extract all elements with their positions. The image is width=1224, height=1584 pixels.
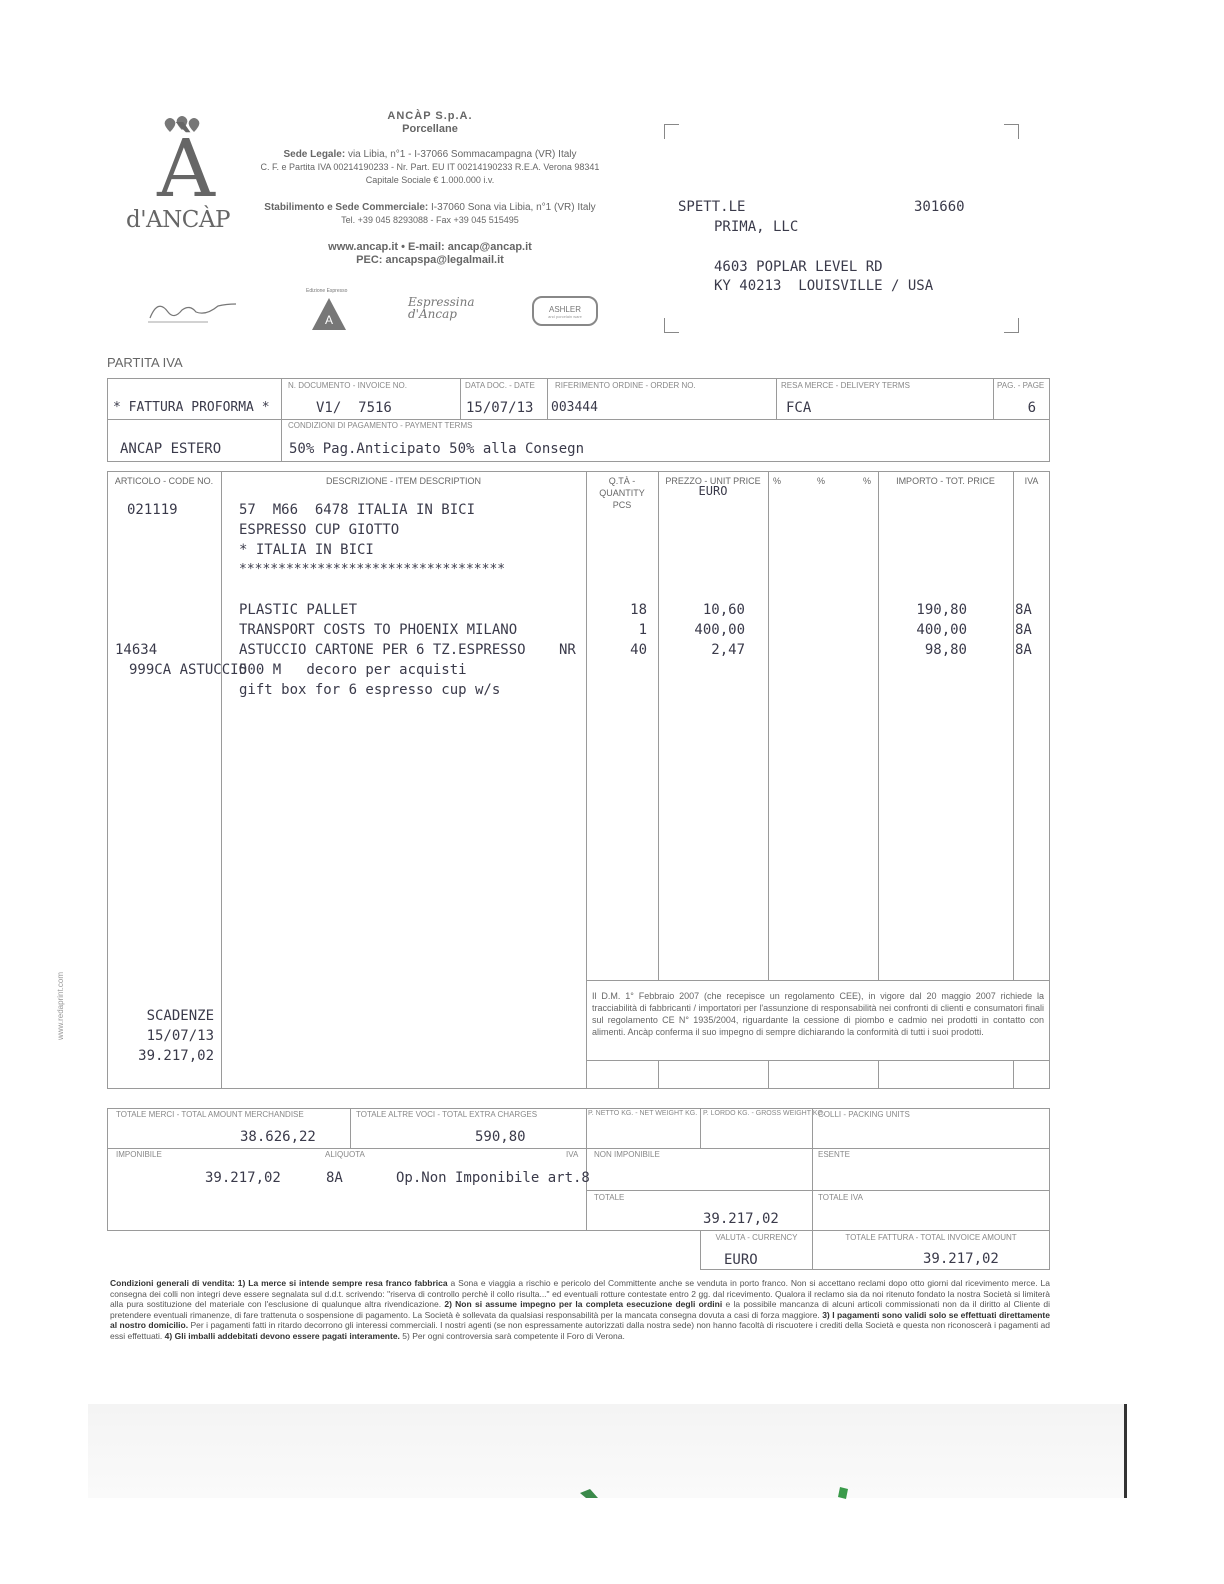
item-desc: PLASTIC PALLET (239, 602, 358, 618)
item-code: 14634 (115, 642, 158, 658)
delivery-terms: FCA (786, 400, 812, 416)
col-price-header: PREZZO - UNIT PRICE (665, 476, 761, 486)
col-desc-header: DESCRIZIONE - ITEM DESCRIPTION (325, 476, 481, 486)
col-iva-header: IVA (1024, 476, 1039, 486)
window-corner-tr (1004, 124, 1019, 139)
window-corner-br (1004, 318, 1019, 333)
totale-label: TOTALE (594, 1193, 625, 1202)
page-number: 6 (1027, 400, 1036, 416)
scadenze-label: SCADENZE (146, 1008, 214, 1024)
merch-label: TOTALE MERCI - TOTAL AMOUNT MERCHANDISE (116, 1110, 304, 1119)
item-qty: 40 (630, 642, 647, 658)
web-email: www.ancap.it • E-mail: ancap@ancap.it (328, 241, 532, 253)
partita-iva-label: PARTITA IVA (107, 355, 183, 370)
invoice-total-value: 39.217,02 (923, 1251, 999, 1267)
iva-label: IVA (566, 1150, 579, 1159)
item-code: 999CA ASTUCCIO (129, 662, 248, 678)
item-code: 021119 (127, 502, 178, 518)
scadenze (110, 1006, 214, 1066)
customer-account: ANCAP ESTERO (120, 441, 222, 457)
recipient-address1: 4603 POPLAR LEVEL RD (714, 259, 883, 275)
totale-iva-label: TOTALE IVA (818, 1193, 863, 1202)
item-price: 2,47 (711, 642, 745, 658)
window-corner-bl (664, 318, 679, 333)
item-iva: 8A (1015, 622, 1032, 638)
pec: PEC: ancapspa@legalmail.it (356, 254, 504, 266)
table-row (107, 660, 1050, 680)
gross-weight-label: P. LORDO KG. - GROSS WEIGHT KG. (703, 1110, 825, 1117)
stabilimento: Stabilimento e Sede Commerciale: I-37060 Sona via Libia, n°1 (VR) Italy (264, 202, 596, 213)
col-pct3-header: % (862, 476, 871, 486)
doc-date: 15/07/13 (466, 400, 534, 416)
edizione-logo: A Edizione Espresso (306, 290, 352, 332)
item-desc: ESPRESSO CUP GIOTTO (239, 522, 400, 538)
delivery-label: RESA MERCE - DELIVERY TERMS (781, 381, 910, 390)
item-qty: 1 (638, 622, 647, 638)
col-currency: EURO (698, 484, 728, 498)
net-weight-label: P. NETTO KG. - NET WEIGHT KG. (588, 1110, 698, 1117)
scadenze-date: 15/07/13 (146, 1028, 214, 1044)
table-row (107, 580, 1050, 600)
sale-conditions: Condizioni generali di vendita: 1) La merce si intende sempre resa franco fabbrica a Sona e viaggia a rischio e pericolo del Committente anche se venduta in porto franco. Non si accettano reclami dopo otto giorni dal ricevimento merce. La consegna dei colli non integri deve essere segnalata sul d.d.t. scrivendo: "riserva di controllo perchè il collo risulta..." ed eventuali rotture contestate entro 2 gg. dal ricevimento. Qualora il reclamo sia da noi ritenuto fondato la nostra Società si limiterà alla pura sostituzione del materiale con l'esclusione di qualunque altra rivendicazione. 2) Non si assume impegno per la completa esecuzione degli ordini e la possibile mancanza di alcuni articoli commissionati non da il diritto al Cliente di pretendere eventuali rimanenze, di fare trattenuta o sospensione di pagamento. La Società è sollevata da qualsiasi responsabilità per la mancata consegna dovuta a casi di forza maggiore. 3) I pagamenti sono validi solo se effettuati direttamente al nostro domicilio. Per i pagamenti fatti in ritardo decorrono gli interessi commerciali. I nostri agenti (se non espressamente autorizzati dalla nostra sede) non hanno facoltà di riscuotere i crediti della Società e questa non riconoscerà i pagamenti ad essi effettuati. 4) Gli imballi addebitati devono essere pagati interamente. 5) Per ogni controversia sarà competente il Foro di Verona. (110, 1278, 1050, 1341)
merch-total: 38.626,22 (240, 1129, 316, 1145)
iva-text: Op.Non Imponibile art.8 (396, 1170, 590, 1186)
logo (118, 112, 248, 242)
company-subtitle: Porcellane (402, 123, 458, 135)
phone: Tel. +39 045 8293088 - Fax +39 045 515495 (341, 215, 519, 225)
recipient-label: SPETT.LE (678, 199, 746, 215)
order-no: 003444 (551, 400, 598, 415)
logo-text: d'ANCÀP (126, 207, 230, 233)
esente-label: ESENTE (818, 1150, 851, 1159)
items-body (107, 500, 1050, 700)
recipient-name: PRIMA, LLC (714, 219, 799, 235)
item-iva: 8A (1015, 602, 1032, 618)
table-row (107, 540, 1050, 560)
col-code-header: ARTICOLO - CODE NO. (114, 476, 214, 486)
item-total: 98,80 (924, 642, 967, 658)
item-desc: TRANSPORT COSTS TO PHOENIX MILANO (239, 622, 518, 638)
table-row (107, 560, 1050, 580)
col-qty-header: Q.TÀ - QUANTITY PCS (599, 476, 645, 510)
window-corner-tl (664, 124, 679, 139)
non-imponibile-label: NON IMPONIBILE (594, 1150, 660, 1159)
imponibile-value: 39.217,02 (205, 1170, 281, 1186)
signature-logo (145, 296, 240, 326)
item-total: 400,00 (916, 622, 967, 638)
doc-no: V1/ 7516 (316, 400, 392, 416)
recipient-address2: KY 40213 LOUISVILLE / USA (714, 278, 934, 294)
item-desc: gift box for 6 espresso cup w/s (239, 682, 501, 698)
capital: Capitale Sociale € 1.000.000 i.v. (365, 175, 495, 185)
currency-value: EURO (724, 1252, 758, 1268)
item-iva: 8A (1015, 642, 1032, 658)
item-desc: ********************************** (239, 562, 506, 577)
table-row (107, 680, 1050, 700)
totale-value: 39.217,02 (703, 1211, 779, 1227)
invoice-total-label: TOTALE FATTURA - TOTAL INVOICE AMOUNT (845, 1233, 1017, 1242)
espressina-logo: Espressina d'Ancap (408, 295, 475, 321)
logo-letter: À (157, 122, 215, 215)
page-label: PAG. - PAGE (997, 381, 1045, 390)
item-total: 190,80 (916, 602, 967, 618)
extra-total: 590,80 (475, 1129, 526, 1145)
order-label: RIFERIMENTO ORDINE - ORDER NO. (555, 381, 696, 390)
side-credit: www.redaprint.com (56, 971, 65, 1040)
extra-label: TOTALE ALTRE VOCI - TOTAL EXTRA CHARGES (356, 1110, 538, 1119)
doc-no-label: N. DOCUMENTO - INVOICE NO. (288, 381, 407, 390)
col-total-header: IMPORTO - TOT. PRICE (896, 476, 995, 486)
fiscal-info: C. F. e Partita IVA 00214190233 - Nr. Part. EU IT 00214190233 R.E.A. Verona 98341 (260, 162, 600, 172)
scan-mark-left (580, 1486, 600, 1496)
item-price: 400,00 (694, 622, 745, 638)
date-label: DATA DOC. - DATE (465, 381, 535, 390)
scan-bottom-edge (88, 1404, 1127, 1498)
table-row (107, 640, 1050, 660)
item-desc: * ITALIA IN BICI (239, 542, 374, 558)
item-desc: 500 M decoro per acquisti (239, 662, 467, 678)
item-desc: 57 M66 6478 ITALIA IN BICI (239, 502, 476, 518)
dm-notice: Il D.M. 1° Febbraio 2007 (che recepisce un regolamento CEE), in vigore dal 20 maggio 2007 richiede la tracciabilità di fabbricanti / importatori per l'assunzione di responsabilità nei confronti di clienti e consumatori finali sul regolamento CE N° 1935/2004, riguardante la cessione di piombo e cadmio nei prodotti in contatto con alimenti. Ancàp conferma il suo impegno di sempre dichiarando la conformità di tutti i suoi prodotti. (592, 991, 1044, 1037)
packing-units-label: COLLI - PACKING UNITS (818, 1110, 910, 1119)
company-name: ANCÀP S.p.A. (387, 110, 473, 122)
doc-type: * FATTURA PROFORMA * (113, 400, 270, 415)
svg-text:A: A (324, 313, 334, 327)
item-price: 10,60 (702, 602, 745, 618)
scan-mark-right (838, 1486, 850, 1498)
imponibile-label: IMPONIBILE (116, 1150, 162, 1159)
aliquota-value: 8A (326, 1170, 343, 1186)
aliquota-label: ALIQUOTA (325, 1150, 365, 1159)
payment-terms: 50% Pag.Anticipato 50% alla Consegn (289, 441, 585, 457)
company-info (240, 110, 620, 267)
ashler-logo: ASHLER and porcelain ware (532, 296, 598, 326)
table-row (107, 620, 1050, 640)
table-row (107, 600, 1050, 620)
col-pct1-header: % (772, 476, 781, 486)
scadenze-amount: 39.217,02 (138, 1048, 214, 1064)
currency-label: VALUTA - CURRENCY (715, 1233, 798, 1242)
recipient-code: 301660 (914, 199, 965, 215)
table-row (107, 500, 1050, 520)
col-pct2-header: % (816, 476, 825, 486)
table-row (107, 520, 1050, 540)
sede-legale: Sede Legale: via Libia, n°1 - I-37066 Sommacampagna (VR) Italy (283, 149, 577, 160)
item-desc: ASTUCCIO CARTONE PER 6 TZ.ESPRESSO (239, 642, 526, 658)
item-qty: 18 (630, 602, 647, 618)
payment-label: CONDIZIONI DI PAGAMENTO - PAYMENT TERMS (288, 421, 473, 430)
item-um: NR (559, 642, 576, 658)
